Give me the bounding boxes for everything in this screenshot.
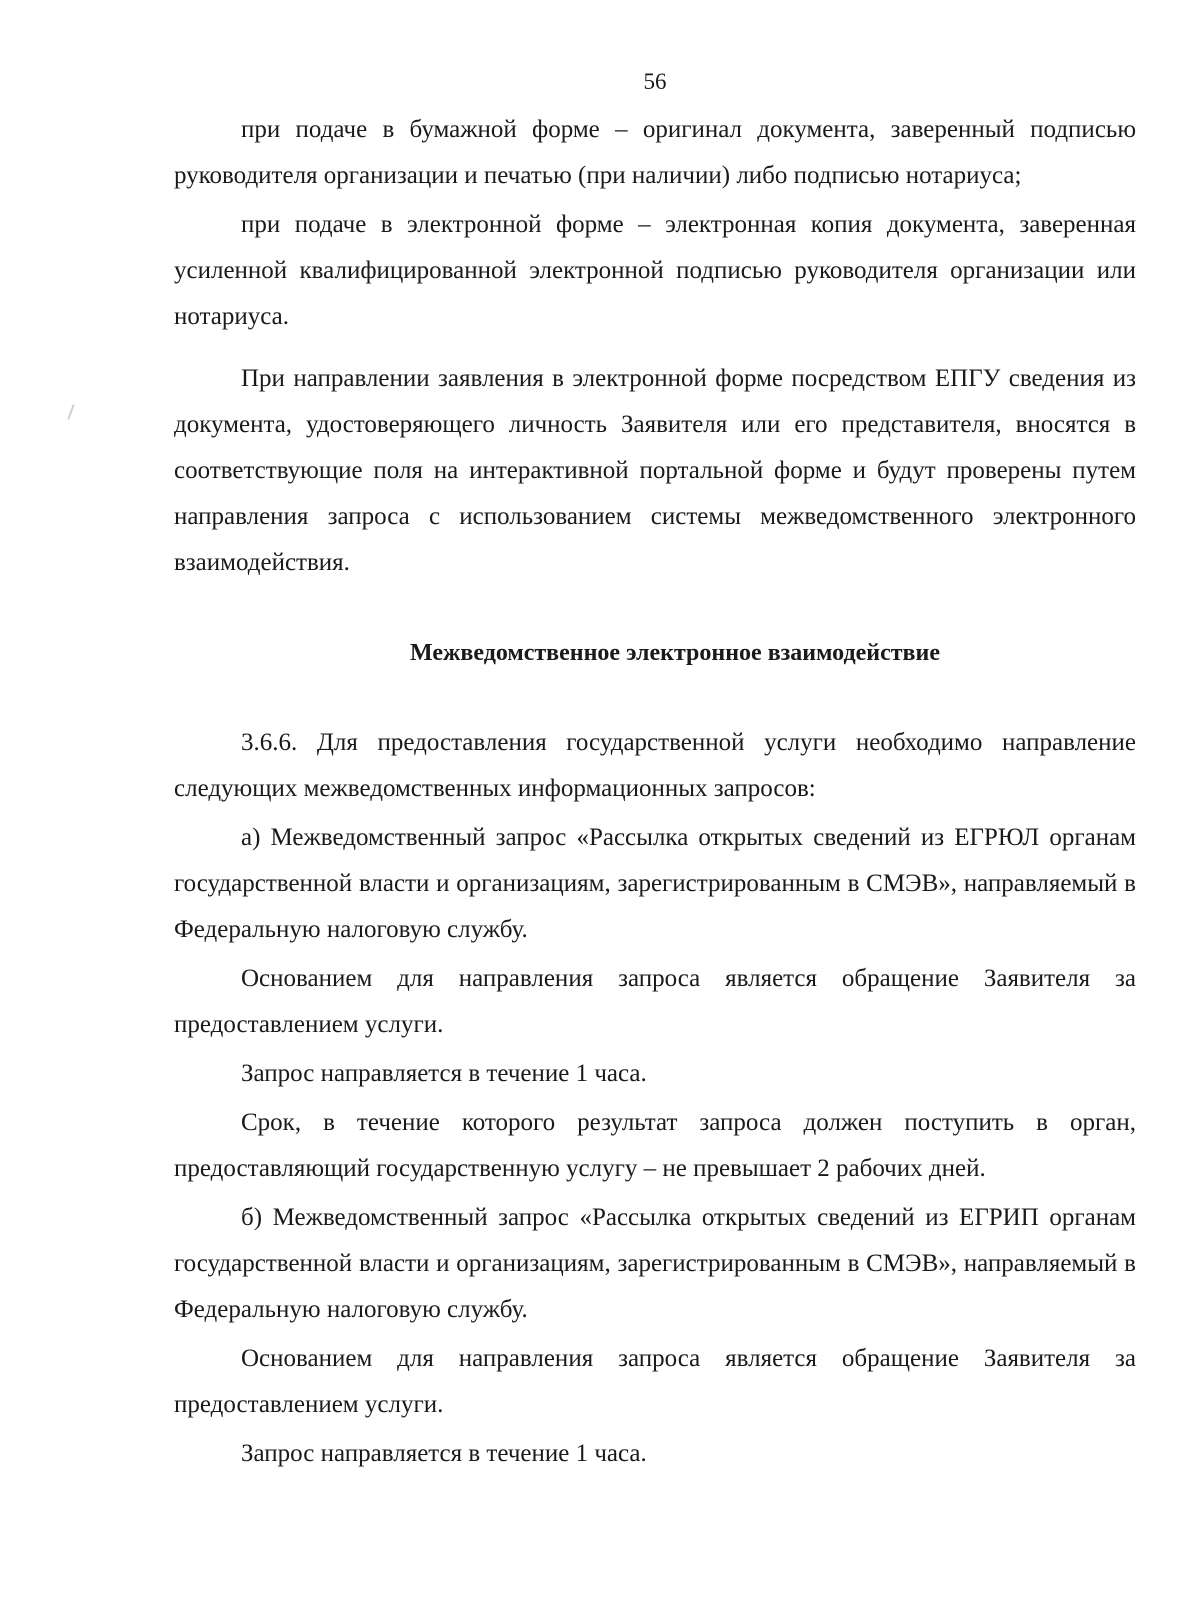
- paragraph-epgu-identity: При направлении заявления в электронной форме посредством ЕПГУ сведения из документа, удостоверяющего личность Заявителя или его представителя, вносятся в соответствующие поля на интерактивной портальной форме и будут проверены путем направления запроса с использованием системы межведомственного электронного взаимодействия.: [174, 365, 1136, 576]
- paragraph-basis-a: Основанием для направления запроса является обращение Заявителя за предоставлением услуги.: [174, 965, 1136, 1038]
- section-heading: Межведомственное электронное взаимодействие: [410, 640, 940, 666]
- paragraph-deadline-a: Срок, в течение которого результат запроса должен поступить в орган, предоставляющий государственную услугу – не превышает 2 рабочих дней.: [174, 1109, 1136, 1182]
- paragraph-electronic-submission: при подаче в электронной форме – электронная копия документа, заверенная усиленной квалифицированной электронной подписью руководителя организации или нотариуса.: [174, 211, 1136, 330]
- paragraph-request-b: б) Межведомственный запрос «Рассылка открытых сведений из ЕГРИП органам государственной власти и организациям, зарегистрированным в СМЭВ», направляемый в Федеральную налоговую службу.: [174, 1204, 1136, 1323]
- page-number: 56: [643, 69, 667, 94]
- scan-artifact: [67, 404, 74, 420]
- paragraph-timing-b: Запрос направляется в течение 1 часа.: [241, 1440, 647, 1467]
- paragraph-timing-a: Запрос направляется в течение 1 часа.: [241, 1060, 647, 1087]
- paragraph-paper-submission: при подаче в бумажной форме – оригинал документа, заверенный подписью руководителя организации и печатью (при наличии) либо подписью нотариуса;: [174, 116, 1136, 189]
- paragraph-3-6-6: 3.6.6. Для предоставления государственной услуги необходимо направление следующих межведомственных информационных запросов:: [174, 729, 1136, 802]
- paragraph-basis-b: Основанием для направления запроса является обращение Заявителя за предоставлением услуги.: [174, 1345, 1136, 1418]
- paragraph-request-a: а) Межведомственный запрос «Рассылка открытых сведений из ЕГРЮЛ органам государственной власти и организациям, зарегистрированным в СМЭВ», направляемый в Федеральную налоговую службу.: [174, 824, 1136, 943]
- document-body: [174, 107, 1136, 1477]
